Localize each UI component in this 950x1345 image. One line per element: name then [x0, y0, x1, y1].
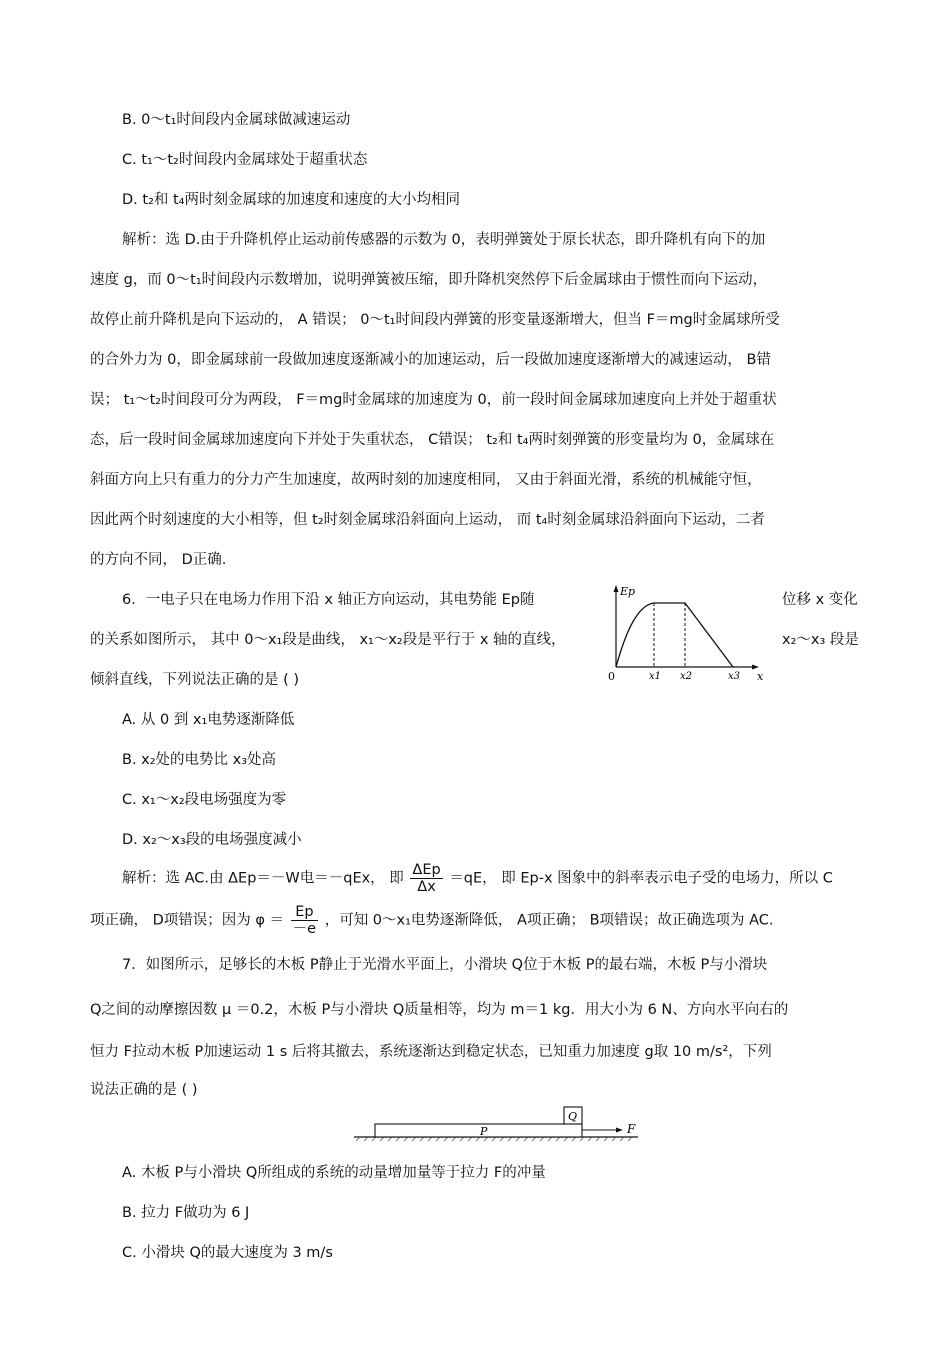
- text-line: A. 木板 P与小滑块 Q所组成的系统的动量增加量等于拉力 F的冲量: [122, 1165, 546, 1181]
- text-line: 故停止前升降机是向下运动的， A 错误； 0～t₁时间段内弹簧的形变量逐渐增大，但当 F＝mg时金属球所受: [90, 312, 780, 328]
- text-line: B. x₂处的电势比 x₃处高: [122, 752, 277, 768]
- text-line: 因此两个时刻速度的大小相等，但 t₂时刻金属球沿斜面向上运动， 而 t₄时刻金属球沿斜面向下运动，二者: [90, 512, 765, 528]
- fraction-ep-over-minus-e: [291, 904, 318, 937]
- formula-text-before: 解析：选 AC.由 ΔEp＝－W电＝－qEx， 即: [122, 870, 404, 887]
- text-line: C. 小滑块 Q的最大速度为 3 m/s: [122, 1245, 333, 1261]
- text-line: 的合外力为 0，即金属球前一段做加速度逐渐减小的加速运动，后一段做加速度逐渐增大的减速运动， B错: [90, 352, 771, 368]
- text-line: 说法正确的是 ( ): [90, 1082, 198, 1098]
- text-line: 位移 x 变化: [782, 592, 858, 608]
- text-line: 解析：选 D.由于升降机停止运动前传感器的示数为 0，表明弹簧处于原长状态，即升降机有向下的加: [122, 232, 766, 248]
- graph-y-label: Ep: [620, 585, 636, 598]
- solution-6-potential-line: [90, 904, 774, 937]
- graph-x-label: x: [757, 670, 764, 683]
- graph-origin-label: 0: [608, 670, 615, 683]
- force-arrow-head: [616, 1128, 623, 1133]
- fraction-numerator: Ep: [291, 904, 318, 921]
- text-line: 态，后一段时间金属球加速度向下并处于失重状态， C错误； t₂和 t₄两时刻弹簧的形变量均为 0，金属球在: [90, 432, 775, 448]
- text-line: 6．一电子只在电场力作用下沿 x 轴正方向运动，其电势能 Ep随: [122, 592, 535, 608]
- fraction-denominator: Δx: [417, 879, 436, 895]
- fraction-numerator: ΔEp: [412, 862, 441, 878]
- graph-tick-x1: x1: [649, 671, 662, 682]
- formula-text-after: ＝qE， 即 Ep-x 图象中的斜率表示电子受的电场力，所以 C: [449, 870, 833, 887]
- ep-curve: [616, 603, 733, 667]
- formula-text-before: 项正确， D项错误；因为 φ ＝: [90, 912, 285, 929]
- y-axis-arrow: [614, 585, 619, 592]
- fraction-denominator: －e: [292, 921, 317, 937]
- text-line: B. 拉力 F做功为 6 J: [122, 1205, 250, 1221]
- text-line: 误； t₁～t₂时间段可分为两段， F＝mg时金属球的加速度为 0，前一段时间金属球加速度向上并处于超重状: [90, 392, 777, 408]
- fraction-delta-ep-over-delta-x: [410, 862, 442, 895]
- x-axis-arrow: [752, 665, 759, 670]
- ep-x-graph: [605, 583, 770, 683]
- graph-tick-x3: x3: [728, 671, 741, 682]
- text-line: A. 从 0 到 x₁电势逐渐降低: [122, 712, 295, 728]
- graph-tick-x2: x2: [680, 671, 693, 682]
- text-line: 恒力 F拉动木板 P加速运动 1 s 后将其撤去，系统逐渐达到稳定状态，已知重力加速度 g取 10 m/s²，下列: [90, 1044, 772, 1060]
- text-line: B. 0～t₁时间段内金属球做减速运动: [122, 112, 351, 128]
- board-label: P: [480, 1125, 488, 1138]
- text-line: 7．如图所示，足够长的木板 P静止于光滑水平面上，小滑块 Q位于木板 P的最右端，木板 P与小滑块: [122, 957, 768, 973]
- force-label: F: [627, 1122, 636, 1136]
- solution-6-formula-line: [122, 862, 833, 895]
- text-line: 斜面方向上只有重力的分力产生加速度，故两时刻的加速度相同， 又由于斜面光滑，系统的机械能守恒，: [90, 472, 762, 488]
- formula-text-after: ，可知 0～x₁电势逐渐降低， A项正确； B项错误；故正确选项为 AC.: [324, 912, 774, 929]
- text-line: C. t₁～t₂时间段内金属球处于超重状态: [122, 152, 368, 168]
- text-line: 速度 g，而 0～t₁时间段内示数增加，说明弹簧被压缩，即升降机突然停下后金属球由于惯性而向下运动，: [90, 272, 768, 288]
- text-line: 倾斜直线，下列说法正确的是 ( ): [90, 672, 300, 688]
- text-line: x₂～x₃ 段是: [782, 632, 859, 648]
- text-line: Q之间的动摩擦因数 μ ＝0.2，木板 P与小滑块 Q质量相等，均为 m＝1 kg．用大小为 6 N、方向水平向右的: [90, 1002, 789, 1018]
- text-line: 的关系如图所示， 其中 0～x₁段是曲线， x₁～x₂段是平行于 x 轴的直线，: [90, 632, 566, 648]
- board-block-figure: [350, 1103, 645, 1143]
- text-line: 的方向不同， D正确.: [90, 552, 227, 568]
- text-line: D. t₂和 t₄两时刻金属球的加速度和速度的大小均相同: [122, 192, 460, 208]
- text-line: C. x₁～x₂段电场强度为零: [122, 792, 287, 808]
- board-p: [375, 1124, 582, 1137]
- block-label: Q: [568, 1110, 578, 1123]
- text-line: D. x₂～x₃段的电场强度减小: [122, 832, 302, 848]
